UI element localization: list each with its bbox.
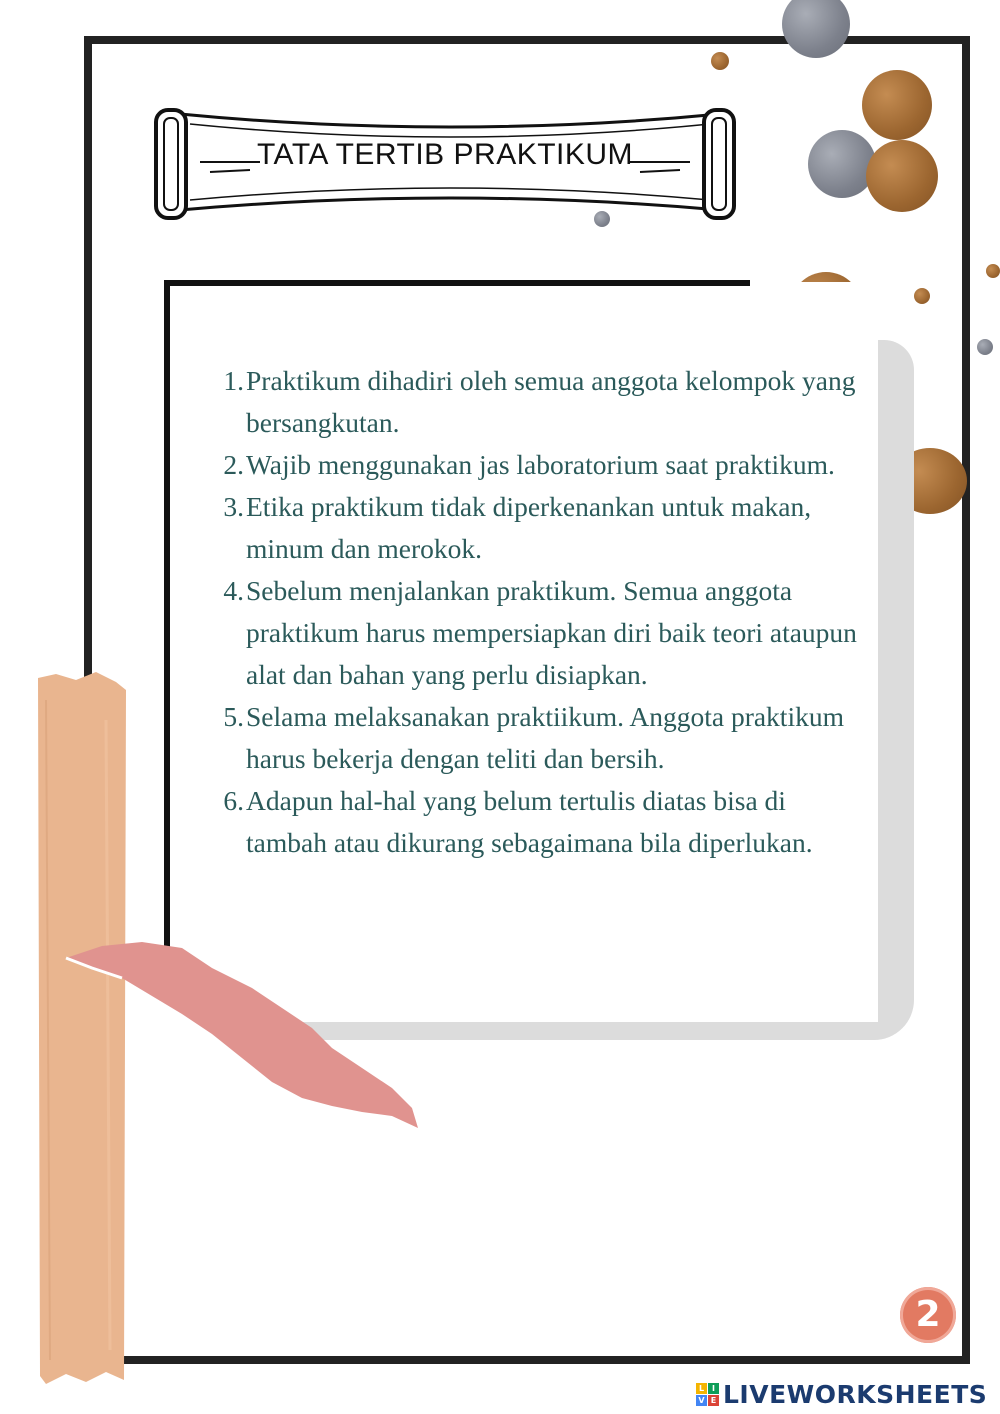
glitter-dot-decoration [862,70,932,140]
list-item-text: Sebelum menjalankan praktikum. Semua anggota praktikum harus mempersiapkan diri baik teori ataupun alat dan bahan yang perlu disiapkan. [246,575,857,690]
liveworksheets-logo-icon [696,1383,719,1406]
glitter-dot-decoration [808,130,876,198]
logo-letter: E [708,1395,719,1406]
logo-letter: I [708,1383,719,1394]
list-item-number: 3. [223,491,244,522]
list-item-number: 6. [223,785,244,816]
page-title: TATA TERTIB PRAKTIKUM [256,138,634,171]
list-item-text: Adapun hal-hal yang belum tertulis diatas bisa di tambah atau dikurang sebagaimana bila diperlukan. [246,785,813,858]
logo-letter: L [696,1383,707,1394]
list-item-text: Selama melaksanakan praktiikum. Anggota praktikum harus bekerja dengan teliti dan bersih. [246,701,844,774]
list-item-number: 5. [223,701,244,732]
paper-top-line [164,280,750,286]
glitter-dot-decoration [977,339,993,355]
paper-left-line [164,280,170,948]
list-item-number: 4. [223,575,244,606]
glitter-dot-decoration [914,288,930,304]
glitter-dot-decoration [986,264,1000,278]
glitter-dot-decoration [711,52,729,70]
list-item-text: Wajib menggunakan jas laboratorium saat praktikum. [246,449,835,480]
list-item [210,780,870,864]
list-item-number: 1. [223,365,244,396]
list-item [210,696,870,780]
torn-paper-decoration [62,938,422,1138]
list-item-number: 2. [223,449,244,480]
list-item [210,570,870,696]
brand-name: LIVEWORKSHEETS [723,1379,988,1409]
glitter-dot-decoration [866,140,938,212]
logo-letter: V [696,1395,707,1406]
list-item [210,444,870,486]
page-number-badge: 2 [900,1287,956,1343]
list-item-text: Praktikum dihadiri oleh semua anggota kelompok yang bersangkutan. [246,365,856,438]
list-item-text: Etika praktikum tidak diperkenankan untuk makan, minum dan merokok. [246,491,812,564]
list-item [210,360,870,444]
liveworksheets-logo[interactable] [696,1378,987,1410]
list-item [210,486,870,570]
rules-list [210,360,870,864]
